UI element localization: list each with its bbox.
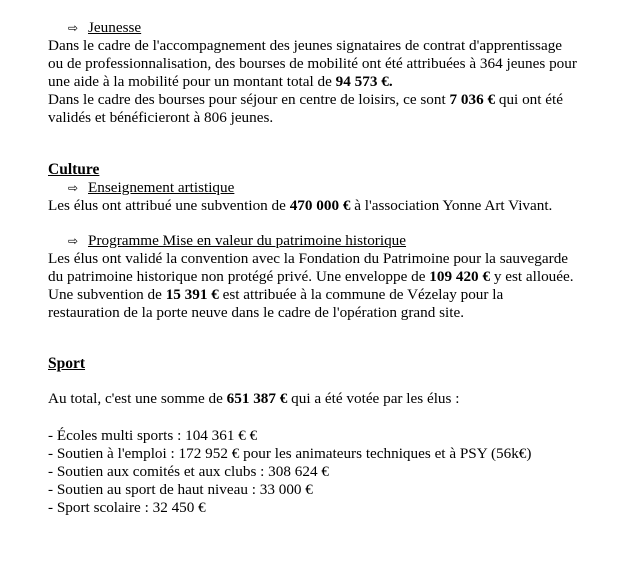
sport-list: [48, 427, 628, 517]
text: y est allouée.: [490, 268, 574, 285]
arrow-right-icon: ⇨: [68, 234, 79, 248]
text: qui ont été: [495, 91, 563, 108]
amount: 651 387 €: [226, 390, 288, 407]
section-heading-culture: Culture: [48, 161, 100, 178]
list-item: - Écoles multi sports : 104 361 € €: [48, 427, 258, 444]
paragraph-line: [48, 268, 628, 286]
paragraph-line: [48, 197, 628, 215]
paragraph-line: [48, 390, 628, 408]
section-heading-sport: Sport: [48, 355, 86, 372]
paragraph-line: [48, 73, 628, 91]
list-item: - Soutien aux comités et aux clubs : 308 624 €: [48, 463, 329, 480]
subheading-title: Programme Mise en valeur du patrimoine historique: [88, 232, 407, 249]
text: est attribuée à la commune de Vézelay pour la: [218, 286, 504, 303]
text: à l'association Yonne Art Vivant.: [350, 197, 553, 214]
paragraph-line: Dans le cadre de l'accompagnement des jeunes signataires de contrat d'apprentissage: [48, 37, 563, 54]
paragraph-line: Les élus ont validé la convention avec la Fondation du Patrimoine pour la sauvegarde: [48, 250, 569, 267]
text: .: [388, 73, 393, 90]
amount: 94 573 €: [335, 73, 389, 90]
subheading-jeunesse: [48, 19, 628, 37]
amount: 109 420 €: [429, 268, 491, 285]
sport-total: [48, 390, 628, 408]
list-item: - Sport scolaire : 32 450 €: [48, 499, 206, 516]
subheading-title: Enseignement artistique: [88, 179, 235, 196]
paragraph-line: [48, 91, 628, 109]
section-jeunesse: [48, 19, 628, 127]
text: une aide à la mobilité pour un montant total de: [48, 73, 336, 90]
text: Au total, c'est une somme de: [48, 390, 227, 407]
section-sport: [48, 355, 628, 373]
paragraph-line: [48, 286, 628, 304]
paragraph-line: validés et bénéficieront à 806 jeunes.: [48, 109, 274, 126]
section-patrimoine: [48, 232, 628, 322]
section-culture: [48, 161, 628, 215]
subheading-title: Jeunesse: [88, 19, 142, 36]
text: qui a été votée par les élus :: [287, 390, 460, 407]
arrow-right-icon: ⇨: [68, 21, 79, 35]
paragraph-line: ou de professionnalisation, des bourses de mobilité ont été attribuées à 364 jeunes pour: [48, 55, 577, 72]
arrow-right-icon: ⇨: [68, 181, 79, 195]
amount: 7 036 €: [449, 91, 496, 108]
subheading-patrimoine: [48, 232, 628, 250]
amount: 470 000 €: [289, 197, 351, 214]
paragraph-line: restauration de la porte neuve dans le cadre de l'opération grand site.: [48, 304, 465, 321]
text: Dans le cadre des bourses pour séjour en centre de loisirs, ce sont: [48, 91, 450, 108]
list-item: - Soutien au sport de haut niveau : 33 000 €: [48, 481, 313, 498]
subheading-enseignement: [48, 179, 628, 197]
list-item: - Soutien à l'emploi : 172 952 € pour les animateurs techniques et à PSY (56k€): [48, 445, 532, 462]
text: Une subvention de: [48, 286, 166, 303]
text: du patrimoine historique non protégé privé. Une enveloppe de: [48, 268, 430, 285]
amount: 15 391 €: [165, 286, 219, 303]
text: Les élus ont attribué une subvention de: [48, 197, 290, 214]
